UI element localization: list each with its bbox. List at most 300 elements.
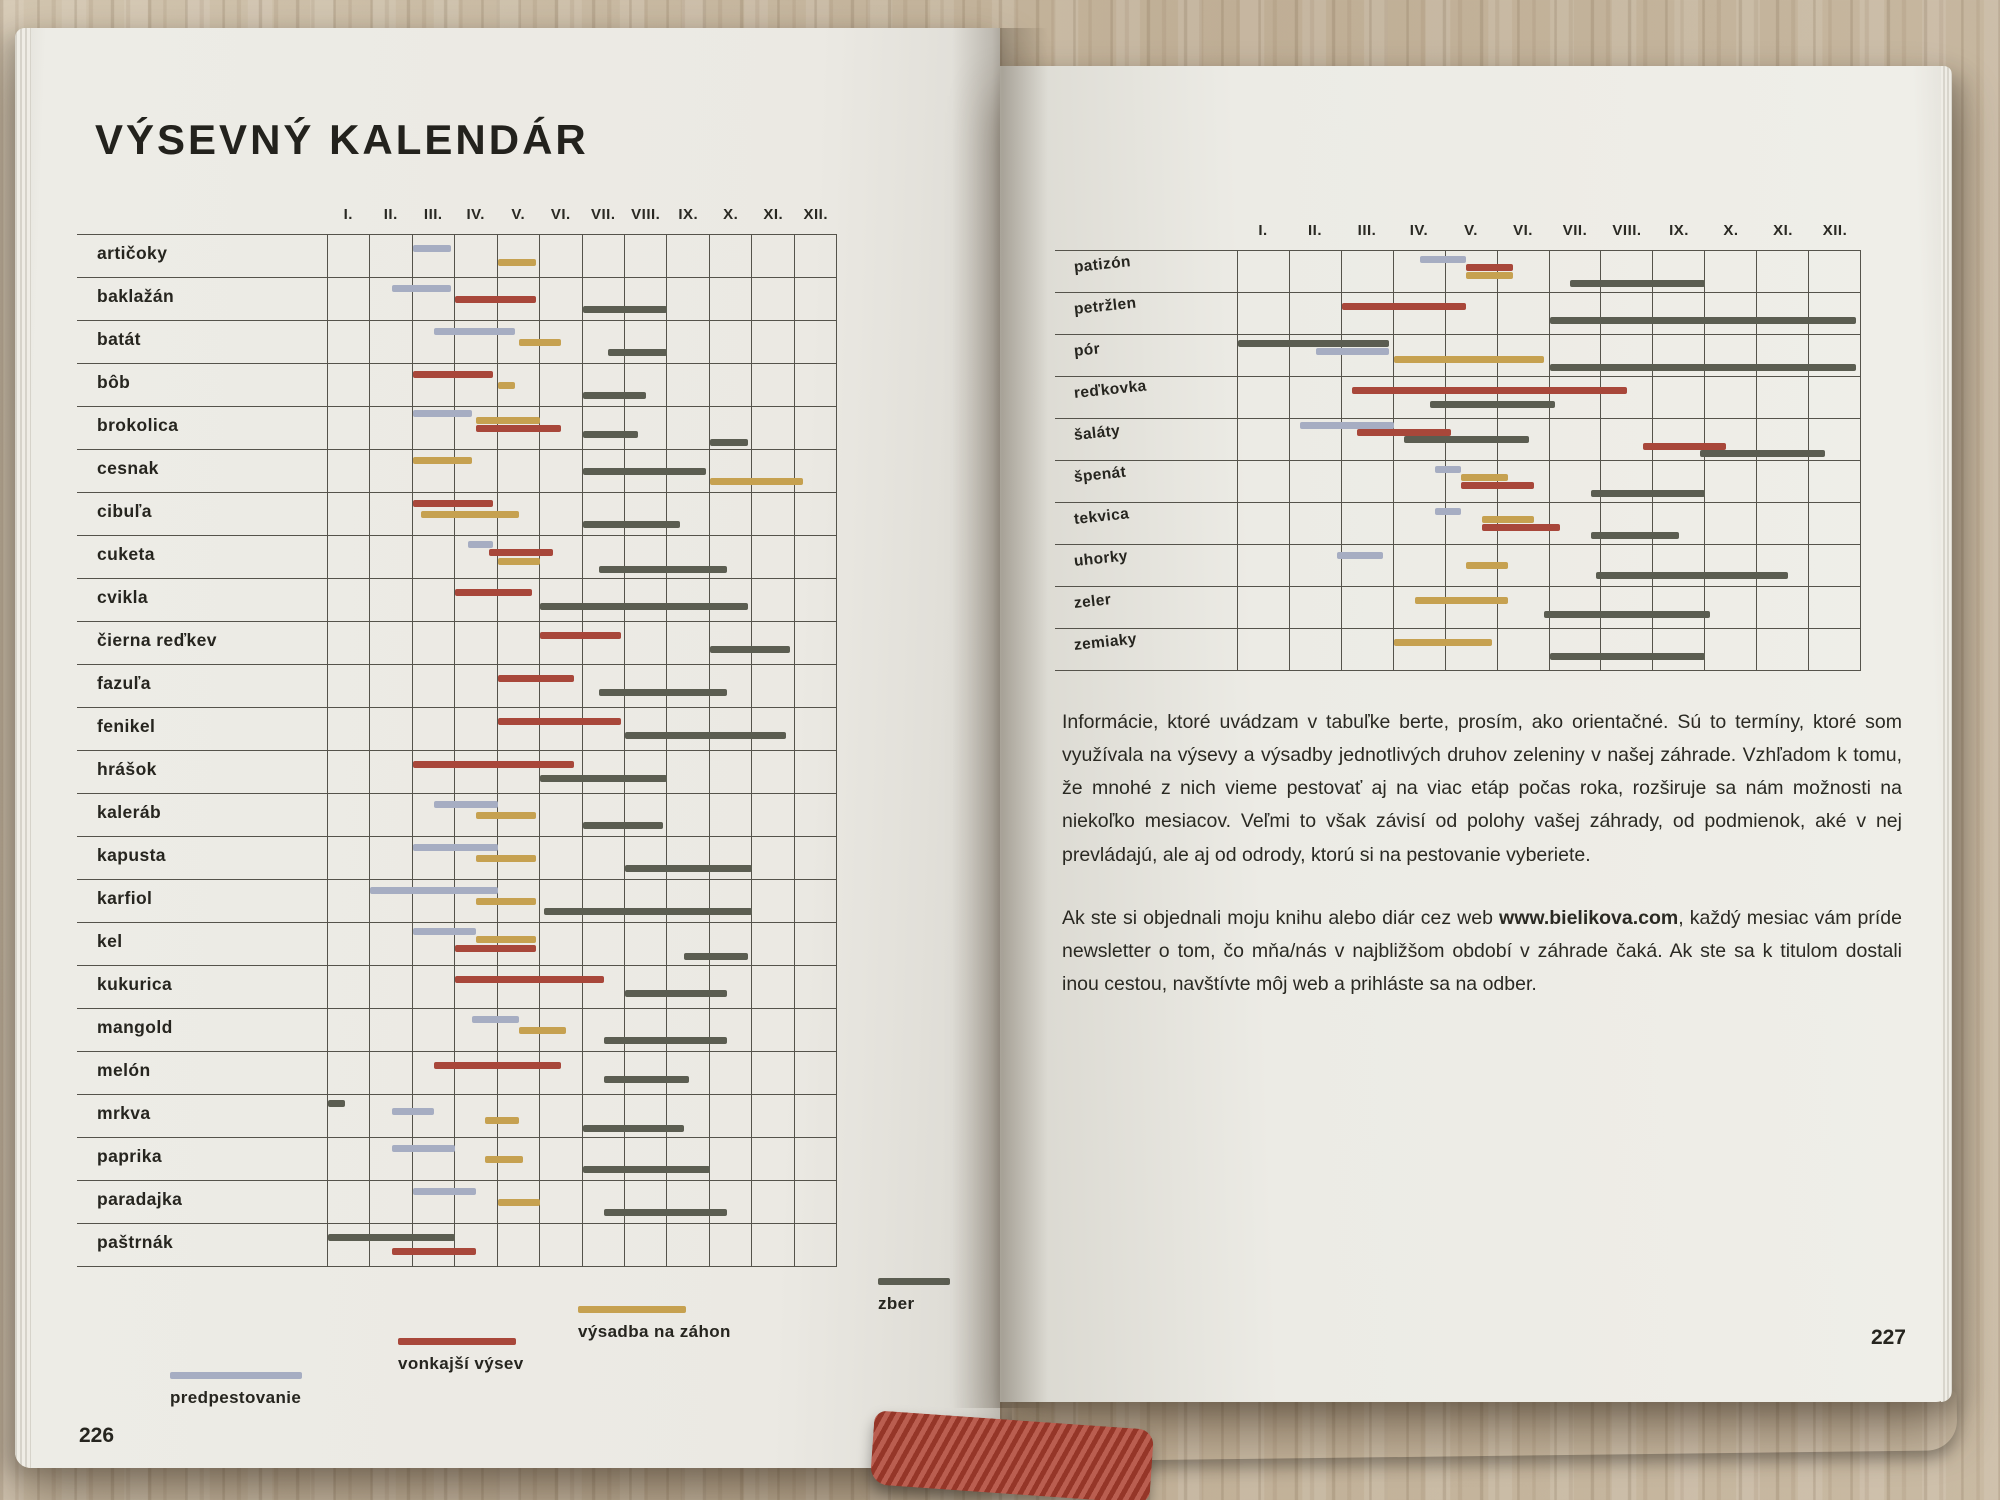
crop-label: hrášok — [97, 759, 157, 779]
crop-label: cuketa — [97, 544, 155, 564]
gantt-bar-harvest — [583, 1166, 710, 1173]
month-cell — [625, 579, 667, 621]
month-cell — [583, 837, 625, 879]
month-cell — [455, 751, 497, 793]
month-cell — [583, 665, 625, 707]
month-cell — [1653, 545, 1705, 586]
body-text — [1062, 706, 1902, 1031]
month-cell — [752, 880, 794, 922]
month-cell — [540, 837, 582, 879]
month-header: VIII. — [631, 206, 661, 223]
gantt-bar-plant — [498, 1199, 540, 1206]
month-cell — [795, 278, 837, 320]
month-cell — [370, 1009, 412, 1051]
month-cell — [1757, 503, 1809, 544]
gantt-bar-out — [540, 632, 621, 639]
month-cell — [1550, 629, 1602, 670]
month-cell — [1498, 377, 1550, 418]
month-cell — [413, 1052, 455, 1094]
crop-row — [77, 579, 837, 622]
month-cell — [413, 1095, 455, 1137]
month-cell — [1550, 587, 1602, 628]
month-cell — [1446, 377, 1498, 418]
month-cell — [752, 1009, 794, 1051]
month-cell — [1446, 293, 1498, 334]
month-cell — [540, 880, 582, 922]
month-cell — [540, 364, 582, 406]
gantt-bar-harvest — [328, 1234, 455, 1241]
month-cell — [1757, 545, 1809, 586]
month-cell — [1809, 503, 1861, 544]
gantt-bar-plant — [498, 382, 515, 389]
month-cell — [795, 794, 837, 836]
month-cell — [667, 278, 709, 320]
crop-label: zemiaky — [1073, 630, 1138, 655]
month-cell — [328, 665, 370, 707]
month-cell — [1809, 377, 1861, 418]
crop-label: patizón — [1073, 253, 1132, 277]
month-cell — [625, 493, 667, 535]
month-cell — [1550, 419, 1602, 460]
month-cell — [583, 321, 625, 363]
month-cell — [413, 751, 455, 793]
month-cell — [795, 321, 837, 363]
month-cell — [498, 579, 540, 621]
month-cell — [370, 966, 412, 1008]
crop-row — [1055, 629, 1861, 671]
month-header: VI. — [550, 206, 571, 223]
month-cell — [583, 1009, 625, 1051]
month-cell — [710, 622, 752, 664]
month-cell — [795, 708, 837, 750]
month-cell — [625, 665, 667, 707]
month-cell — [540, 1181, 582, 1223]
gantt-bar-pre — [1435, 466, 1461, 473]
month-cell — [667, 794, 709, 836]
month-cell — [1342, 587, 1394, 628]
gantt-bar-harvest — [1591, 490, 1705, 497]
month-cell — [1290, 545, 1342, 586]
month-header: II. — [1307, 222, 1322, 239]
month-cell — [328, 751, 370, 793]
gantt-bar-pre — [434, 801, 498, 808]
gantt-bar-harvest — [1544, 611, 1710, 618]
month-cell — [1705, 377, 1757, 418]
month-cell — [752, 450, 794, 492]
month-cell — [667, 1181, 709, 1223]
crop-label: šaláty — [1073, 422, 1122, 445]
month-cell — [1446, 629, 1498, 670]
month-cell — [752, 1224, 794, 1266]
month-cell — [667, 708, 709, 750]
crop-row — [77, 751, 837, 794]
legend-label: zber — [878, 1294, 915, 1313]
month-cell — [625, 1052, 667, 1094]
month-cell — [540, 1224, 582, 1266]
month-cell — [455, 665, 497, 707]
month-cell — [795, 407, 837, 449]
month-cell — [370, 536, 412, 578]
month-cell — [583, 794, 625, 836]
crop-label: cibuľa — [97, 501, 152, 521]
month-cell — [1342, 293, 1394, 334]
gantt-bar-out — [1643, 443, 1726, 450]
gantt-bar-out — [498, 675, 574, 682]
month-cell — [1238, 545, 1290, 586]
month-cell — [795, 450, 837, 492]
month-cell — [710, 794, 752, 836]
month-cell — [583, 407, 625, 449]
month-cell — [455, 579, 497, 621]
month-cell — [328, 1052, 370, 1094]
crop-label: paradajka — [97, 1189, 183, 1209]
month-cell — [625, 966, 667, 1008]
gantt-bar-pre — [370, 887, 497, 894]
month-cell — [752, 1138, 794, 1180]
month-cell — [540, 1138, 582, 1180]
month-cell — [1498, 629, 1550, 670]
gantt-bar-pre — [413, 844, 498, 851]
month-cell — [795, 751, 837, 793]
page-number-left: 226 — [79, 1424, 115, 1447]
gantt-bar-harvest — [540, 603, 748, 610]
gantt-bar-out — [455, 945, 536, 952]
crop-row — [1055, 293, 1861, 335]
gantt-bar-out — [1482, 524, 1560, 531]
month-cell — [1757, 377, 1809, 418]
month-cell — [455, 708, 497, 750]
gantt-bar-pre — [413, 928, 477, 935]
month-cell — [583, 880, 625, 922]
left-page — [15, 28, 1000, 1468]
month-cell — [752, 923, 794, 965]
crop-label: reďkovka — [1073, 377, 1148, 403]
month-cell — [710, 450, 752, 492]
month-cell — [710, 665, 752, 707]
month-cell — [583, 923, 625, 965]
month-cell — [667, 837, 709, 879]
month-cell — [1705, 629, 1757, 670]
legend-label: predpestovanie — [170, 1388, 302, 1407]
gantt-bar-harvest — [1700, 450, 1825, 457]
month-cell — [625, 1138, 667, 1180]
legend-item-harvest — [878, 1278, 950, 1314]
month-cell — [795, 966, 837, 1008]
month-cell — [667, 493, 709, 535]
month-cell — [1757, 629, 1809, 670]
month-cell — [1342, 251, 1394, 292]
gantt-bar-harvest — [1591, 532, 1679, 539]
month-header: IX. — [1669, 222, 1689, 239]
month-cell — [1394, 629, 1446, 670]
month-cell — [1705, 461, 1757, 502]
month-cell — [1757, 251, 1809, 292]
gantt-bar-plant — [1466, 562, 1508, 569]
gantt-bar-plant — [498, 259, 536, 266]
gantt-bar-harvest — [583, 392, 647, 399]
month-cell — [625, 708, 667, 750]
gantt-bar-harvest — [1570, 280, 1705, 287]
month-header: III. — [423, 206, 443, 223]
month-cell — [795, 622, 837, 664]
gantt-bar-harvest — [710, 646, 791, 653]
month-cell — [795, 923, 837, 965]
month-header: XII. — [1822, 222, 1848, 239]
page-stack-edge — [1941, 66, 1952, 1402]
month-cell — [710, 235, 752, 277]
gantt-bar-harvest — [544, 908, 752, 915]
month-cell — [625, 235, 667, 277]
month-cell — [370, 837, 412, 879]
month-cell — [498, 622, 540, 664]
month-cell — [583, 966, 625, 1008]
gantt-bar-harvest — [608, 349, 667, 356]
gantt-bar-out — [489, 549, 553, 556]
gantt-bar-plant — [476, 855, 535, 862]
month-cell — [1342, 461, 1394, 502]
month-cell — [625, 321, 667, 363]
crop-row — [77, 966, 837, 1009]
month-cell — [667, 579, 709, 621]
gantt-bar-out — [1461, 482, 1534, 489]
crop-label: pór — [1073, 340, 1101, 361]
crop-row — [1055, 335, 1861, 377]
month-cell — [1601, 587, 1653, 628]
month-cell — [1705, 545, 1757, 586]
crop-row — [77, 407, 837, 450]
month-cell — [625, 278, 667, 320]
gantt-bar-pre — [392, 1145, 456, 1152]
gantt-bar-harvest — [1430, 401, 1555, 408]
gantt-bar-plant — [519, 339, 561, 346]
gantt-bar-harvest — [604, 1209, 727, 1216]
month-cell — [540, 794, 582, 836]
month-cell — [1705, 587, 1757, 628]
gantt-bar-harvest — [540, 775, 667, 782]
month-cell — [1653, 419, 1705, 460]
month-cell — [667, 321, 709, 363]
month-cell — [1550, 377, 1602, 418]
month-cell — [370, 579, 412, 621]
page-title: VÝSEVNÝ KALENDÁR — [95, 116, 589, 163]
sowing-calendar-table-left — [77, 200, 837, 1267]
month-cell — [1809, 293, 1861, 334]
month-cell — [667, 966, 709, 1008]
crop-label: batát — [97, 329, 141, 349]
legend-item-plant — [578, 1306, 731, 1342]
month-cell — [795, 880, 837, 922]
gantt-bar-plant — [476, 898, 535, 905]
crop-row — [1055, 545, 1861, 587]
crop-row — [77, 321, 837, 364]
month-cell — [1653, 293, 1705, 334]
month-cell — [328, 493, 370, 535]
month-cell — [625, 364, 667, 406]
month-cell — [328, 923, 370, 965]
gantt-bar-harvest — [583, 306, 668, 313]
month-cell — [752, 579, 794, 621]
gantt-bar-harvest — [1238, 340, 1389, 347]
crop-label: paštrnák — [97, 1232, 174, 1252]
month-cell — [667, 235, 709, 277]
month-cell — [752, 837, 794, 879]
month-cell — [370, 665, 412, 707]
month-header: IV. — [466, 206, 485, 223]
gantt-bar-pre — [1435, 508, 1461, 515]
month-cell — [498, 235, 540, 277]
gantt-bar-harvest — [604, 1076, 689, 1083]
month-cell — [752, 278, 794, 320]
gantt-bar-plant — [485, 1156, 523, 1163]
month-cell — [667, 751, 709, 793]
month-cell — [1809, 461, 1861, 502]
gantt-bar-pre — [413, 1188, 477, 1195]
month-cell — [795, 1009, 837, 1051]
month-cell — [752, 751, 794, 793]
gantt-bar-harvest — [583, 468, 706, 475]
crop-label: paprika — [97, 1146, 163, 1166]
month-cell — [752, 321, 794, 363]
month-cell — [795, 1138, 837, 1180]
crop-row — [1055, 503, 1861, 545]
gantt-bar-plant — [1461, 474, 1508, 481]
crop-row — [77, 622, 837, 665]
month-cell — [540, 665, 582, 707]
month-header: I. — [343, 206, 353, 223]
month-cell — [667, 880, 709, 922]
crop-label: uhorky — [1073, 547, 1129, 571]
month-cell — [1238, 377, 1290, 418]
gantt-bar-pre — [413, 245, 451, 252]
gantt-bar-out — [455, 589, 531, 596]
month-cell — [1238, 251, 1290, 292]
crop-label: cvikla — [97, 587, 149, 607]
month-cell — [370, 1181, 412, 1223]
month-header: VI. — [1513, 222, 1533, 239]
month-cell — [1757, 587, 1809, 628]
legend-swatch — [878, 1278, 950, 1285]
month-cell — [1238, 629, 1290, 670]
month-header: VIII. — [1612, 222, 1642, 239]
month-cell — [328, 407, 370, 449]
month-cell — [583, 278, 625, 320]
gantt-bar-pre — [1316, 348, 1389, 355]
gantt-bar-pre — [392, 1108, 434, 1115]
gantt-bar-harvest — [684, 953, 748, 960]
month-cell — [1290, 503, 1342, 544]
month-cell — [413, 579, 455, 621]
month-cell — [667, 1138, 709, 1180]
month-cell — [455, 622, 497, 664]
gantt-bar-harvest — [583, 1125, 685, 1132]
month-cell — [498, 751, 540, 793]
month-cell — [455, 1052, 497, 1094]
gantt-bar-pre — [1337, 552, 1384, 559]
month-cell — [1601, 377, 1653, 418]
month-cell — [625, 751, 667, 793]
month-cell — [328, 837, 370, 879]
crop-label: tekvica — [1073, 505, 1130, 529]
month-cell — [328, 708, 370, 750]
month-header-row — [77, 200, 837, 234]
month-cell — [710, 1095, 752, 1137]
crop-label: mangold — [97, 1017, 173, 1037]
month-cell — [710, 880, 752, 922]
month-cell — [583, 364, 625, 406]
month-cell — [583, 1181, 625, 1223]
month-cell — [328, 966, 370, 1008]
crop-label: špenát — [1073, 463, 1127, 487]
month-cell — [540, 493, 582, 535]
gantt-bar-harvest — [625, 865, 752, 872]
month-cell — [328, 880, 370, 922]
month-cell — [625, 923, 667, 965]
month-cell — [1290, 251, 1342, 292]
month-cell — [1653, 587, 1705, 628]
month-cell — [795, 837, 837, 879]
month-cell — [1601, 629, 1653, 670]
month-cell — [1809, 629, 1861, 670]
gantt-bar-plant — [1394, 639, 1493, 646]
month-cell — [370, 407, 412, 449]
legend-swatch — [578, 1306, 686, 1313]
month-cell — [498, 708, 540, 750]
month-cell — [540, 235, 582, 277]
crop-label: karfiol — [97, 888, 153, 908]
month-cell — [752, 407, 794, 449]
legend-label: výsadba na záhon — [578, 1322, 731, 1341]
gantt-bar-harvest — [583, 431, 638, 438]
gantt-bar-plant — [485, 1117, 519, 1124]
month-cell — [1757, 293, 1809, 334]
month-cell — [667, 407, 709, 449]
gantt-bar-out — [498, 718, 621, 725]
gantt-bar-plant — [476, 417, 540, 424]
right-page — [1000, 66, 1952, 1402]
month-cell — [370, 622, 412, 664]
month-header: V. — [511, 206, 526, 223]
month-cell — [1653, 377, 1705, 418]
web-address: www.bielikova.com — [1499, 906, 1679, 929]
month-header: XII. — [803, 206, 828, 223]
month-cell — [540, 708, 582, 750]
month-cell — [625, 837, 667, 879]
month-cell — [328, 450, 370, 492]
gantt-bar-harvest — [625, 732, 786, 739]
month-cell — [795, 493, 837, 535]
gantt-bar-out — [392, 1248, 477, 1255]
crop-label: čierna reďkev — [97, 630, 217, 650]
month-cell — [1394, 545, 1446, 586]
month-cell — [1238, 419, 1290, 460]
month-cell — [583, 1224, 625, 1266]
month-header: IX. — [678, 206, 699, 223]
gantt-bar-harvest — [583, 822, 664, 829]
month-cell — [710, 751, 752, 793]
month-cell — [370, 321, 412, 363]
month-cell — [498, 665, 540, 707]
month-cell — [710, 364, 752, 406]
crop-label: kapusta — [97, 845, 166, 865]
gantt-bar-harvest — [625, 990, 727, 997]
month-cell — [710, 1138, 752, 1180]
gantt-bar-out — [455, 296, 536, 303]
month-cell — [795, 235, 837, 277]
month-cell — [455, 235, 497, 277]
crop-row — [1055, 461, 1861, 503]
crop-row — [77, 1052, 837, 1095]
month-cell — [1550, 545, 1602, 586]
